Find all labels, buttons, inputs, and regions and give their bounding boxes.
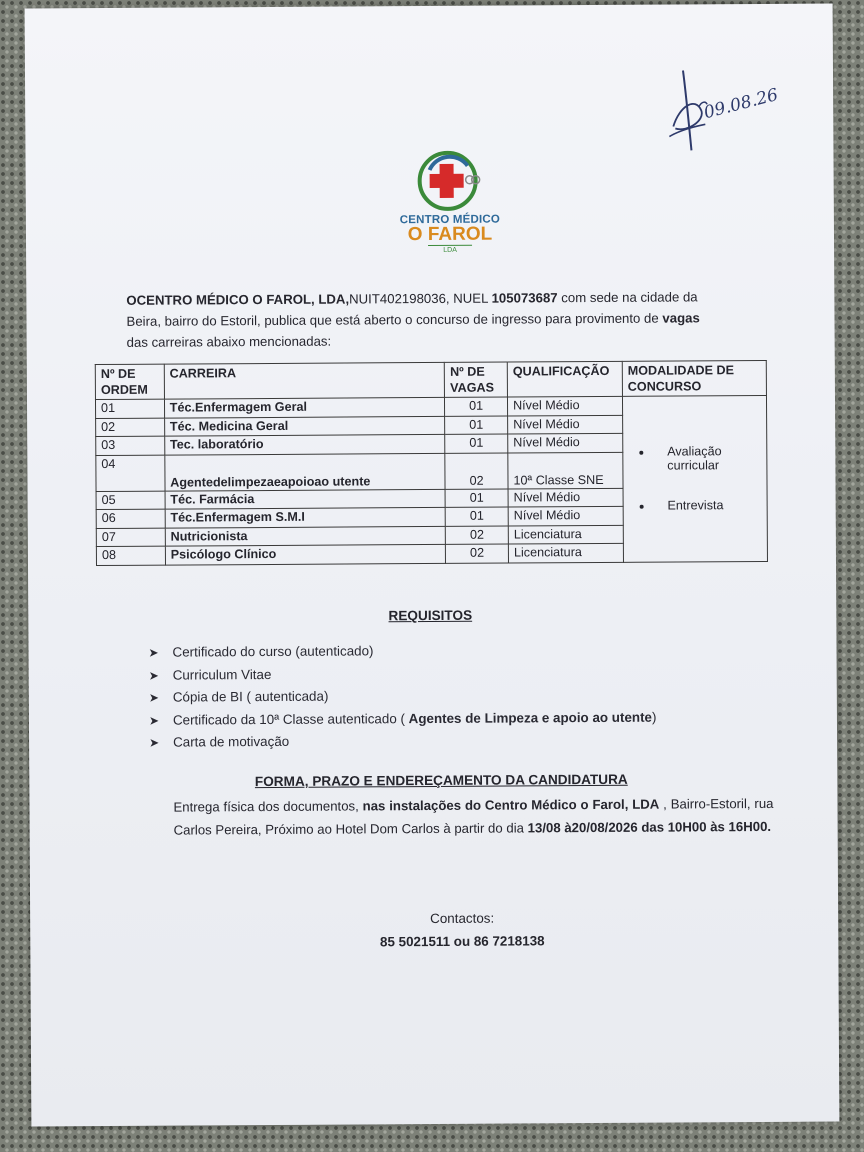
- cell-ordem: 02: [96, 418, 165, 437]
- list-item: [149, 708, 657, 734]
- contacts-phones: 85 5021511 ou 86 7218138: [379, 933, 545, 950]
- cell-qualificacao: 10ª Classe SNE: [508, 452, 623, 489]
- cell-vagas: 02: [445, 526, 508, 545]
- table-row: [95, 395, 766, 418]
- arrow-bullet-icon: ➤: [148, 668, 159, 683]
- requisitos-heading: REQUISITOS: [388, 607, 473, 624]
- cell-carreira: Agentedelimpezaeapoioao utente: [165, 453, 446, 491]
- intro-text-1: com sede na cidade da Beira, bairro do Estoril, publica que está aberto o concurso de ingresso para provimento de: [126, 289, 698, 329]
- cell-qualificacao: Nível Médio: [508, 488, 623, 507]
- header-qualificacao: QUALIFICAÇÃO: [507, 361, 622, 397]
- cell-ordem: 06: [96, 509, 165, 528]
- cell-vagas: 01: [445, 434, 508, 453]
- header-modalidade: MODALIDADE DE CONCURSO: [622, 360, 766, 396]
- positions-table: [95, 360, 768, 566]
- cell-ordem: 01: [95, 399, 164, 418]
- list-item: [149, 663, 657, 689]
- contacts-label: Contactos:: [430, 910, 495, 927]
- intro-text-2: das carreiras abaixo mencionadas:: [126, 333, 332, 350]
- cell-ordem: 05: [96, 491, 165, 510]
- list-item: [148, 641, 656, 667]
- cell-qualificacao: Nível Médio: [508, 415, 623, 434]
- candidatura-dates: 13/08 à20/08/2026 das 10H00 às 16H00.: [527, 818, 772, 835]
- cell-qualificacao: Nível Médio: [508, 396, 623, 415]
- company-name: OCENTRO MÉDICO O FAROL, LDA,: [126, 291, 350, 308]
- requisito-text: Carta de motivação: [173, 734, 290, 750]
- candidatura-location: nas instalações do Centro Médico o Farol, LDA: [362, 796, 660, 814]
- candidatura-text-1: Entrega física dos documentos,: [173, 798, 363, 815]
- cell-qualificacao: Nível Médio: [508, 433, 623, 452]
- logo-text-centro-medico: CENTRO MÉDICO: [399, 213, 501, 227]
- logo-text-lda: LDA: [428, 245, 472, 255]
- cell-ordem: 08: [96, 546, 165, 565]
- cell-ordem: 04: [96, 455, 165, 491]
- requisito-tail-text: ): [651, 709, 657, 725]
- header-vagas: Nº DE VAGAS: [444, 362, 507, 397]
- arrow-bullet-icon: ➤: [148, 690, 159, 705]
- cell-carreira: Téc. Farmácia: [165, 489, 446, 509]
- nuel-label: , NUEL: [445, 290, 492, 306]
- nuit-number: 402198036: [379, 290, 446, 307]
- cell-carreira: Psicólogo Clínico: [165, 544, 446, 564]
- cell-qualificacao: Licenciatura: [508, 525, 623, 544]
- cell-carreira: Téc.Enfermagem Geral: [164, 397, 445, 417]
- nuit-label: NUIT: [349, 291, 380, 307]
- requisito-text: Certificado do curso (autenticado): [172, 643, 374, 660]
- requisito-text: Certificado da 10ª Classe autenticado (: [172, 710, 409, 728]
- candidatura-text-2: , Bairro-Estoril, rua Carlos Pereira, Próximo ao Hotel Dom Carlos à partir do dia: [173, 795, 774, 838]
- cell-qualificacao: Nível Médio: [508, 506, 623, 525]
- candidatura-paragraph: [173, 793, 773, 842]
- requisito-text: Curriculum Vitae: [172, 666, 272, 683]
- requisitos-list: [148, 641, 656, 757]
- cell-carreira: Nutricionista: [165, 526, 446, 546]
- requisito-bold-text: Agentes de Limpeza e apoio ao utente: [408, 709, 652, 726]
- cell-vagas: 01: [445, 507, 508, 526]
- cell-vagas: 02: [446, 544, 509, 563]
- medical-cross-logo-icon: [415, 148, 483, 212]
- cell-vagas: 02: [445, 453, 508, 489]
- list-item: [149, 731, 657, 757]
- header-ordem: Nº DE ORDEM: [95, 364, 164, 399]
- cell-carreira: Téc.Enfermagem S.M.I: [165, 507, 446, 527]
- arrow-bullet-icon: ➤: [149, 736, 160, 751]
- cell-modalidade: [622, 395, 767, 561]
- modalidade-item: • Avaliação curricular: [653, 444, 761, 473]
- cell-vagas: 01: [445, 489, 508, 508]
- cell-carreira: Téc. Medicina Geral: [164, 416, 445, 436]
- cell-vagas: 01: [445, 397, 508, 416]
- contacts-block: [302, 906, 622, 954]
- cell-carreira: Tec. laboratório: [164, 434, 445, 454]
- arrow-bullet-icon: ➤: [148, 713, 160, 728]
- requisito-text: Cópia de BI ( autenticada): [172, 688, 329, 705]
- logo-text-o-farol: O FAROL: [407, 223, 493, 246]
- table-header-row: [95, 360, 766, 399]
- arrow-bullet-icon: ➤: [148, 645, 159, 660]
- cell-vagas: 01: [445, 416, 508, 435]
- modalidade-item: • Entrevista: [653, 498, 761, 513]
- cell-ordem: 07: [96, 528, 165, 547]
- document-page: [25, 4, 840, 1127]
- list-item: [149, 686, 657, 712]
- header-carreira: CARREIRA: [164, 362, 445, 399]
- intro-vagas-word: vagas: [662, 310, 700, 326]
- nuel-number: 105073687: [491, 290, 558, 306]
- cell-qualificacao: Licenciatura: [508, 543, 623, 562]
- intro-paragraph: [126, 286, 716, 353]
- candidatura-heading: FORMA, PRAZO E ENDEREÇAMENTO DA CANDIDATURA: [254, 771, 628, 790]
- signature-date: 09.08.26: [701, 85, 781, 124]
- company-logo: [395, 148, 504, 256]
- cell-ordem: 03: [96, 436, 165, 455]
